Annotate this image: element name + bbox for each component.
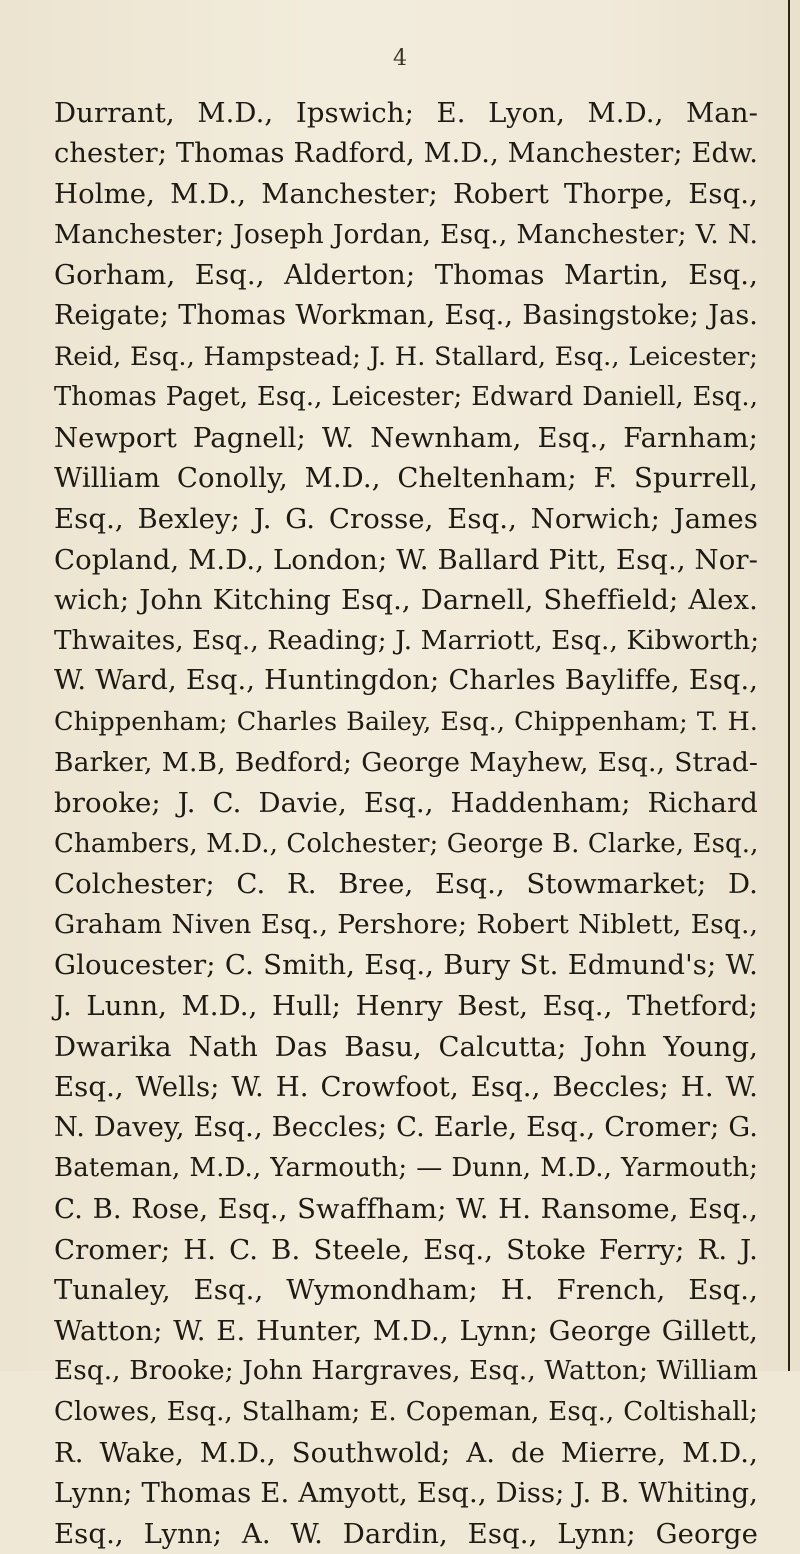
text-line: Gorham, Esq., Alderton; Thomas Martin, Esq., — [54, 259, 758, 292]
subscriber-list-text — [54, 93, 758, 1554]
text-line: Chippenham; Charles Bailey, Esq., Chippenham; T. H. — [54, 706, 758, 737]
text-line: Thomas Paget, Esq., Leicester; Edward Daniell, Esq., — [54, 382, 758, 413]
text-line: Watton; W. E. Hunter, M.D., Lynn; George Gillett, — [54, 1314, 758, 1347]
text-line: Dwarika Nath Das Basu, Calcutta; John Young, — [54, 1030, 758, 1063]
text-line: William Conolly, M.D., Cheltenham; F. Spurrell, — [54, 462, 758, 495]
text-line: W. Ward, Esq., Huntingdon; Charles Bayliffe, Esq., — [54, 665, 758, 697]
text-line: Cromer; H. C. B. Steele, Esq., Stoke Ferry; R. J. — [54, 1233, 758, 1266]
page-edge-line — [788, 0, 790, 1371]
text-line: R. Wake, M.D., Southwold; A. de Mierre, M.D., — [54, 1436, 758, 1469]
text-line: Esq., Wells; W. H. Crowfoot, Esq., Beccles; H. W. — [54, 1071, 758, 1104]
text-line: chester; Thomas Radford, M.D., Manchester; Edw. — [54, 137, 758, 169]
text-line: Esq., Bexley; J. G. Crosse, Esq., Norwich; James — [54, 502, 758, 535]
page-number: 4 — [393, 46, 407, 71]
text-line: Barker, M.B, Bedford; George Mayhew, Esq., Strad- — [54, 746, 758, 778]
text-line: Gloucester; C. Smith, Esq., Bury St. Edmund's; W. — [54, 949, 758, 982]
text-line: Holme, M.D., Manchester; Robert Thorpe, Esq., — [54, 178, 758, 211]
text-line: Lynn; Thomas E. Amyott, Esq., Diss; J. B. Whiting, — [54, 1477, 758, 1510]
text-line: Esq., Lynn; A. W. Dardin, Esq., Lynn; George — [54, 1517, 758, 1550]
text-line: Esq., Brooke; John Hargraves, Esq., Watton; William — [54, 1356, 758, 1387]
text-line: brooke; J. C. Davie, Esq., Haddenham; Richard — [54, 787, 758, 820]
text-line: Chambers, M.D., Colchester; George B. Clarke, Esq., — [54, 828, 759, 859]
text-line: Newport Pagnell; W. Newnham, Esq., Farnham; — [54, 421, 758, 454]
text-line: Reigate; Thomas Workman, Esq., Basingstoke; Jas. — [54, 299, 758, 331]
text-line: J. Lunn, M.D., Hull; Henry Best, Esq., Thetford; — [54, 990, 758, 1023]
text-line: Manchester; Joseph Jordan, Esq., Manchester; V. N. — [54, 218, 758, 250]
text-line: Copland, M.D., London; W. Ballard Pitt, Esq., Nor- — [54, 543, 758, 576]
text-line: Graham Niven Esq., Pershore; Robert Niblett, Esq., — [54, 908, 758, 940]
text-line: Clowes, Esq., Stalham; E. Copeman, Esq., Coltishall; — [54, 1397, 758, 1427]
text-line: Tunaley, Esq., Wymondham; H. French, Esq., — [54, 1274, 758, 1307]
text-line: Bateman, M.D., Yarmouth; — Dunn, M.D., Yarmouth; — [54, 1153, 758, 1184]
text-line: Thwaites, Esq., Reading; J. Marriott, Esq., Kibworth; — [54, 625, 760, 656]
text-line: Colchester; C. R. Bree, Esq., Stowmarket; D. — [54, 868, 758, 901]
text-line: C. B. Rose, Esq., Swaffham; W. H. Ransome, Esq., — [54, 1193, 758, 1226]
text-line: N. Davey, Esq., Beccles; C. Earle, Esq., Cromer; G. — [54, 1111, 758, 1143]
text-line: Durrant, M.D., Ipswich; E. Lyon, M.D., Man- — [54, 97, 758, 129]
text-line: wich; John Kitching Esq., Darnell, Sheffield; Alex. — [54, 584, 758, 617]
text-line: Reid, Esq., Hampstead; J. H. Stallard, Esq., Leicester; — [54, 341, 758, 372]
